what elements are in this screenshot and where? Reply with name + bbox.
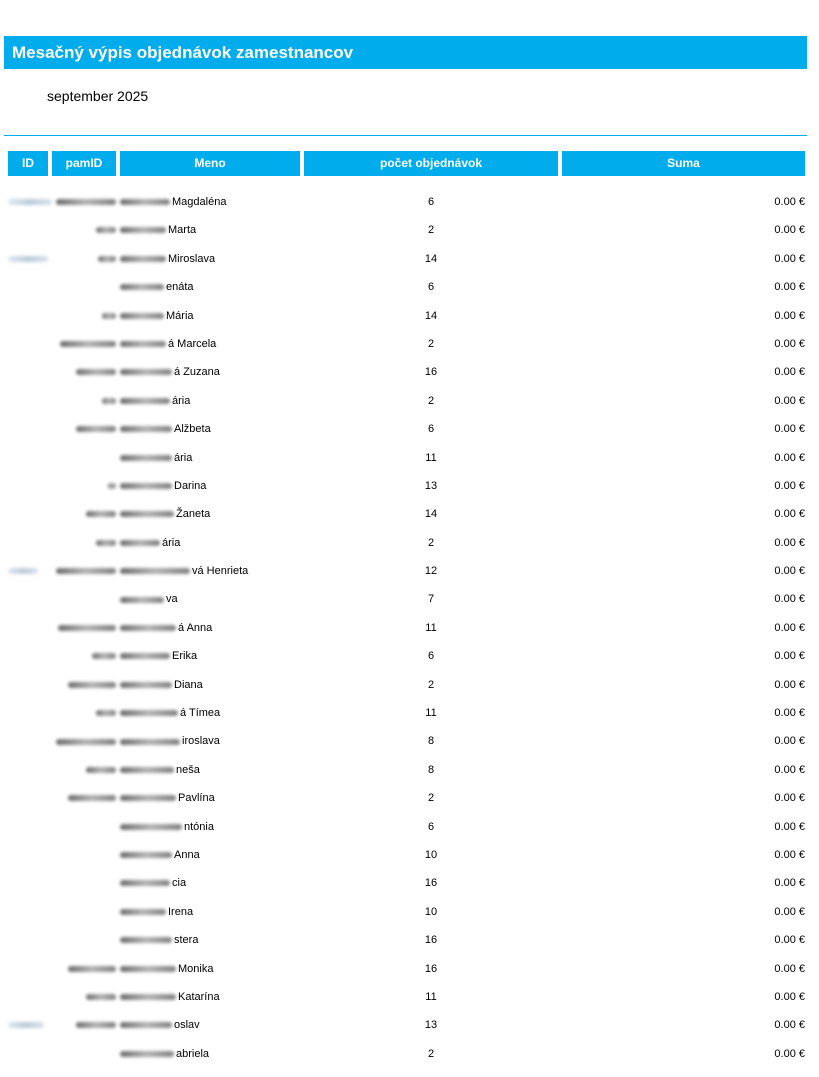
employee-name: á Marcela (168, 337, 217, 350)
cell-sum: 0.00 € (774, 366, 805, 379)
table-row (0, 531, 819, 559)
cell-name (120, 394, 300, 408)
cell-order-count: 10 (424, 905, 438, 918)
table-row (0, 304, 819, 332)
cell-order-count: 11 (425, 621, 437, 634)
column-header-id: ID (8, 151, 48, 176)
cell-order-count: 11 (425, 990, 437, 1003)
cell-sum: 0.00 € (774, 1047, 805, 1060)
cell-name (120, 564, 300, 578)
cell-order-count: 8 (427, 763, 435, 776)
cell-order-count: 8 (427, 735, 435, 748)
cell-order-count: 16 (424, 366, 438, 379)
table-row (0, 928, 819, 956)
cell-name (120, 365, 300, 379)
header-divider (4, 135, 807, 136)
cell-name (120, 422, 300, 436)
cell-name (120, 1047, 300, 1061)
cell-order-count: 2 (427, 792, 435, 805)
employee-name: Magdaléna (172, 196, 227, 208)
table-row (0, 985, 819, 1013)
cell-name (120, 848, 300, 862)
cell-pamid-redacted (52, 706, 116, 720)
table-row (0, 673, 819, 701)
cell-sum: 0.00 € (774, 479, 805, 492)
table-row (0, 957, 819, 985)
employee-name: cia (172, 877, 187, 890)
cell-order-count: 2 (427, 678, 435, 691)
cell-sum: 0.00 € (774, 224, 805, 237)
employee-name: Alžbeta (174, 423, 211, 436)
table-row (0, 786, 819, 814)
cell-sum: 0.00 € (774, 650, 805, 663)
cell-id-redacted (8, 252, 48, 266)
cell-sum: 0.00 € (774, 565, 805, 578)
employee-name: á Anna (178, 621, 213, 634)
employee-name: enáta (166, 281, 194, 294)
employee-name: Erika (172, 650, 198, 663)
cell-name (120, 905, 300, 919)
table-row (0, 446, 819, 474)
cell-sum: 0.00 € (774, 848, 805, 861)
cell-order-count: 10 (424, 848, 438, 861)
cell-name (120, 280, 300, 294)
cell-name (120, 734, 300, 748)
table-row (0, 701, 819, 729)
cell-sum: 0.00 € (774, 423, 805, 436)
cell-order-count: 6 (427, 196, 435, 208)
table-row (0, 247, 819, 275)
table-row (0, 1042, 819, 1070)
cell-pamid-redacted (52, 564, 116, 578)
cell-sum: 0.00 € (774, 763, 805, 776)
cell-name (120, 763, 300, 777)
table-row (0, 616, 819, 644)
cell-pamid-redacted (52, 507, 116, 521)
cell-sum: 0.00 € (774, 792, 805, 805)
cell-name (120, 962, 300, 976)
column-header-name: Meno (120, 151, 300, 176)
cell-order-count: 13 (424, 1019, 438, 1032)
cell-sum: 0.00 € (774, 309, 805, 322)
cell-sum: 0.00 € (774, 337, 805, 350)
cell-pamid-redacted (52, 479, 116, 493)
cell-name (120, 678, 300, 692)
cell-name (120, 309, 300, 323)
cell-name (120, 592, 300, 606)
cell-order-count: 6 (427, 423, 435, 436)
employee-name: Irena (168, 905, 194, 918)
employee-name: ária (174, 451, 193, 464)
table-row (0, 871, 819, 899)
cell-name (120, 252, 300, 266)
cell-pamid-redacted (52, 394, 116, 408)
report-title: Mesačný výpis objednávok zamestnancov (4, 36, 807, 69)
cell-name (120, 223, 300, 237)
cell-sum: 0.00 € (774, 678, 805, 691)
cell-sum: 0.00 € (774, 196, 805, 208)
table-row (0, 218, 819, 246)
cell-name (120, 621, 300, 635)
cell-name (120, 451, 300, 465)
cell-pamid-redacted (52, 1018, 116, 1032)
cell-id-redacted (8, 564, 48, 578)
employee-name: Pavlína (178, 792, 215, 805)
table-row (0, 758, 819, 786)
cell-order-count: 16 (424, 962, 438, 975)
cell-name (120, 649, 300, 663)
table-row (0, 587, 819, 615)
cell-sum: 0.00 € (774, 451, 805, 464)
employee-name: vá Henrieta (192, 565, 249, 578)
cell-id-redacted (8, 1018, 48, 1032)
table-row (0, 417, 819, 445)
cell-pamid-redacted (52, 678, 116, 692)
table-row (0, 275, 819, 303)
cell-sum: 0.00 € (774, 593, 805, 606)
cell-order-count: 6 (427, 281, 435, 294)
cell-sum: 0.00 € (774, 508, 805, 521)
cell-order-count: 6 (427, 650, 435, 663)
cell-order-count: 2 (427, 394, 435, 407)
cell-pamid-redacted (52, 649, 116, 663)
table-row (0, 843, 819, 871)
cell-sum: 0.00 € (774, 934, 805, 947)
cell-name (120, 876, 300, 890)
cell-name (120, 195, 300, 209)
cell-pamid-redacted (52, 252, 116, 266)
cell-pamid-redacted (52, 791, 116, 805)
employee-name: Diana (174, 678, 203, 691)
cell-order-count: 16 (424, 934, 438, 947)
cell-pamid-redacted (52, 763, 116, 777)
cell-order-count: 2 (427, 1047, 435, 1060)
employee-name: iroslava (182, 735, 220, 748)
employee-name: Darina (174, 479, 207, 492)
cell-order-count: 11 (425, 451, 437, 464)
cell-order-count: 2 (427, 337, 435, 350)
employee-name: Marta (168, 224, 197, 237)
column-header-sum: Suma (562, 151, 805, 176)
table-row (0, 900, 819, 928)
cell-sum: 0.00 € (774, 1019, 805, 1032)
cell-pamid-redacted (52, 195, 116, 209)
cell-sum: 0.00 € (774, 281, 805, 294)
cell-pamid-redacted (52, 365, 116, 379)
employee-name: ntónia (184, 820, 214, 833)
cell-pamid-redacted (52, 734, 116, 748)
table-row (0, 389, 819, 417)
employee-name: Katarína (178, 990, 220, 1003)
employee-name: ária (162, 536, 181, 549)
employee-name: ária (172, 394, 191, 407)
table-row (0, 559, 819, 587)
cell-sum: 0.00 € (774, 707, 805, 720)
cell-sum: 0.00 € (774, 905, 805, 918)
cell-order-count: 14 (424, 252, 438, 265)
employee-name: oslav (174, 1019, 200, 1032)
cell-sum: 0.00 € (774, 990, 805, 1003)
employee-name: Anna (174, 848, 200, 861)
cell-order-count: 16 (424, 877, 438, 890)
employee-name: stera (174, 934, 199, 947)
cell-sum: 0.00 € (774, 820, 805, 833)
cell-name (120, 820, 300, 834)
cell-order-count: 12 (424, 565, 438, 578)
cell-name (120, 933, 300, 947)
employee-name: á Tímea (180, 707, 221, 720)
report-period: september 2025 (47, 88, 149, 104)
cell-name (120, 507, 300, 521)
table-row (0, 1013, 819, 1041)
cell-pamid-redacted (52, 990, 116, 1004)
cell-pamid-redacted (52, 422, 116, 436)
employee-name: Miroslava (168, 252, 216, 265)
cell-pamid-redacted (52, 536, 116, 550)
table-row (0, 644, 819, 672)
cell-id-redacted (8, 195, 48, 209)
table-row (0, 360, 819, 388)
employee-name: va (166, 593, 178, 606)
cell-sum: 0.00 € (774, 621, 805, 634)
cell-order-count: 14 (424, 309, 438, 322)
column-header-pamid: pamID (52, 151, 116, 176)
employee-name: Monika (178, 962, 214, 975)
cell-name (120, 990, 300, 1004)
cell-pamid-redacted (52, 309, 116, 323)
cell-name (120, 337, 300, 351)
cell-order-count: 13 (424, 479, 438, 492)
cell-sum: 0.00 € (774, 394, 805, 407)
table-row (0, 502, 819, 530)
table-row (0, 474, 819, 502)
cell-pamid-redacted (52, 621, 116, 635)
cell-order-count: 14 (424, 508, 438, 521)
cell-order-count: 7 (427, 593, 435, 606)
table-row (0, 332, 819, 360)
employee-name: neša (176, 763, 200, 776)
cell-order-count: 11 (425, 707, 437, 720)
employee-name: Mária (166, 309, 194, 322)
orders-table-body (0, 190, 819, 1070)
cell-pamid-redacted (52, 337, 116, 351)
cell-pamid-redacted (52, 223, 116, 237)
cell-order-count: 6 (427, 820, 435, 833)
employee-name: Žaneta (176, 508, 211, 521)
cell-order-count: 2 (427, 224, 435, 237)
table-row (0, 190, 819, 218)
cell-sum: 0.00 € (774, 962, 805, 975)
cell-name (120, 536, 300, 550)
cell-name (120, 1018, 300, 1032)
column-header-order-count: počet objednávok (304, 151, 558, 176)
cell-sum: 0.00 € (774, 877, 805, 890)
table-row (0, 729, 819, 757)
cell-name (120, 706, 300, 720)
cell-sum: 0.00 € (774, 536, 805, 549)
cell-pamid-redacted (52, 962, 116, 976)
employee-name: á Zuzana (174, 366, 220, 379)
cell-sum: 0.00 € (774, 252, 805, 265)
cell-name (120, 479, 300, 493)
cell-name (120, 791, 300, 805)
cell-sum: 0.00 € (774, 735, 805, 748)
cell-order-count: 2 (427, 536, 435, 549)
employee-name: abriela (176, 1047, 210, 1060)
table-row (0, 815, 819, 843)
